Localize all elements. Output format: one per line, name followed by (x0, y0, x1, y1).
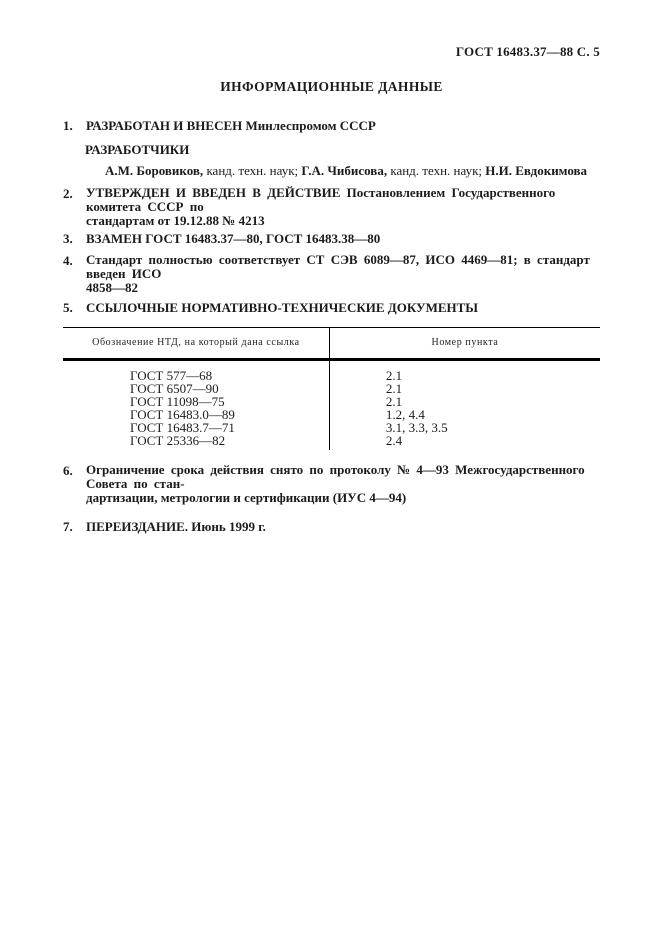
item-number: 4. (63, 253, 73, 268)
table-row-ntd: ГОСТ 25336—82 (130, 433, 226, 448)
table-row-punkt: 1.2, 4.4 (385, 407, 425, 422)
list-item-5 (63, 300, 600, 315)
punkt-column (330, 361, 600, 450)
item-text: РАЗРАБОТАН И ВНЕСЕН Минлеспромом СССР (86, 118, 376, 133)
column-header-ntd: Обозначение НТД, на который дана ссылка (63, 328, 330, 358)
table-row-punkt: 2.4 (385, 433, 403, 448)
table-row-ntd: ГОСТ 577—68 (130, 368, 213, 383)
item-text (86, 253, 600, 295)
list-item-7 (63, 519, 600, 534)
table-row-punkt: 2.1 (385, 368, 403, 383)
item-text-line: 4858—82 (86, 280, 138, 295)
table-row-punkt: 2.1 (385, 381, 403, 396)
table-row-ntd: ГОСТ 16483.0—89 (130, 407, 235, 422)
ntd-column (63, 361, 330, 450)
item-text (86, 186, 600, 228)
item-number: 1. (63, 118, 73, 133)
page-title: ИНФОРМАЦИОННЫЕ ДАННЫЕ (220, 79, 443, 94)
table-row-ntd: ГОСТ 6507—90 (130, 381, 219, 396)
list-item-2 (63, 186, 600, 228)
item-text-line: Стандарт полностью соответствует СТ СЭВ 6089—87, ИСО 4469—81; в стандарт введен ИСО (86, 252, 590, 281)
reference-documents-table (63, 327, 600, 450)
standard-reference-header: ГОСТ 16483.37—88 С. 5 (455, 44, 600, 59)
developers-line (105, 163, 600, 178)
item-number: 2. (63, 186, 73, 201)
item-number: 5. (63, 300, 73, 315)
item-text-line: Ограничение срока действия снято по протоколу № 4—93 Межгосударственного Совета по стан- (86, 462, 585, 491)
table-header-row (63, 328, 600, 361)
table-row-ntd: ГОСТ 16483.7—71 (130, 420, 235, 435)
table-row-punkt: 2.1 (385, 394, 403, 409)
list-item-4 (63, 253, 600, 295)
developer-name: А.М. Боровиков, (105, 163, 204, 178)
list-item-3 (63, 231, 600, 246)
item-text: ПЕРЕИЗДАНИЕ. Июнь 1999 г. (86, 519, 266, 534)
table-row-ntd: ГОСТ 11098—75 (130, 394, 225, 409)
developers-heading: РАЗРАБОТЧИКИ (85, 142, 190, 157)
item-text-line: УТВЕРЖДЕН И ВВЕДЕН В ДЕЙСТВИЕ Постановлением Государственного комитета СССР по (86, 185, 556, 214)
item-number: 3. (63, 231, 73, 246)
developer-degree: канд. техн. наук; (390, 163, 483, 178)
item-text: ССЫЛОЧНЫЕ НОРМАТИВНО-ТЕХНИЧЕСКИЕ ДОКУМЕНТЫ (86, 300, 479, 315)
item-number: 6. (63, 463, 73, 478)
developer-degree: канд. техн. наук; (206, 163, 299, 178)
list-item-1 (63, 118, 600, 133)
item-text-line: стандартам от 19.12.88 № 4213 (86, 213, 265, 228)
column-header-punkt: Номер пункта (431, 337, 499, 348)
item-text: ВЗАМЕН ГОСТ 16483.37—80, ГОСТ 16483.38—80 (86, 231, 381, 246)
table-row-punkt: 3.1, 3.3, 3.5 (385, 420, 448, 435)
item-text (86, 463, 600, 505)
developer-name: Н.И. Евдокимова (485, 163, 588, 178)
list-item-6 (63, 463, 600, 505)
item-number: 7. (63, 519, 73, 534)
table-body (63, 361, 600, 450)
item-text-line: дартизации, метрологии и сертификации (ИУС 4—94) (86, 490, 407, 505)
developer-name: Г.А. Чибисова, (301, 163, 388, 178)
